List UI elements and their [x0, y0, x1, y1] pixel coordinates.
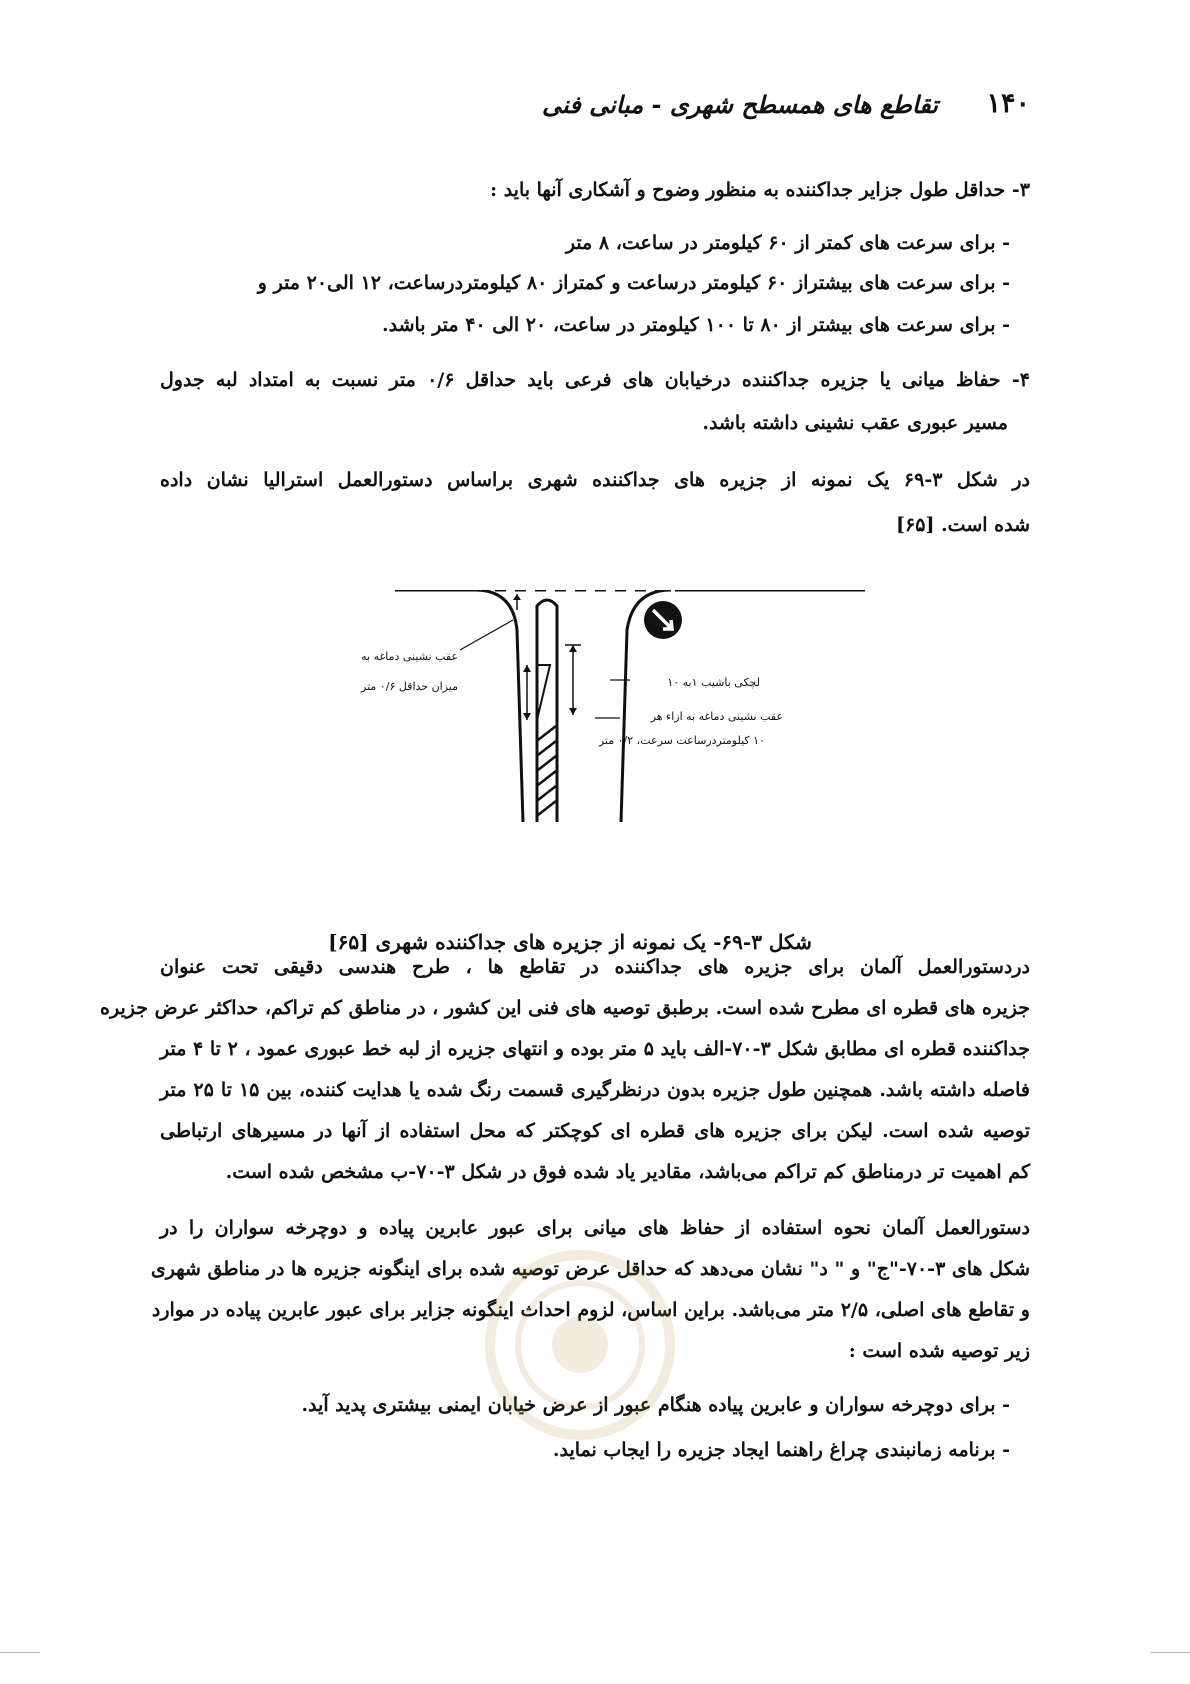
page-header [130, 88, 1030, 128]
section3-bullet: - برای سرعت های بیشتراز ۶۰ کیلومتر درساعت و کمتراز ۸۰ کیلومتردرساعت، ۱۲ الی۲۰ متر و [257, 272, 1010, 294]
splitter-island-figure [361, 590, 865, 900]
watermark-seal-icon [480, 1245, 680, 1445]
para1-line: جزیره های قطره ای مطرح شده است. برطبق توصیه های فنی این کشور ، در مناطق کم تراکم، حداکثر عرض جزیره [100, 997, 1030, 1019]
para2-line: شکل های ۳-۷۰-"ج" و " د" نشان می‌دهد که حداقل عرض توصیه شده برای اینگونه جزیره ها در مناطق شهری [150, 1258, 1030, 1280]
para1-line: توصیه شده است. لیکن برای جزیره های قطره ای کوچکتر که محل استفاده از آنها در مسیرهای ارتباطی [160, 1120, 1030, 1142]
figure-note-setback-2: میزان حداقل ۰/۶ متر [361, 680, 458, 693]
para1-line: دردستورالعمل آلمان برای جزیره های جداکننده در تقاطع ها ، طرح هندسی دقیقی تحت عنوان [160, 956, 1030, 978]
section4-line: ۴- حفاظ میانی یا جزیره جداکننده درخیابان های فرعی باید حداقل ۰/۶ متر نسبت به امتداد لبه جدول [160, 369, 1030, 391]
crop-mark [0, 1652, 40, 1653]
page-number: ۱۴۰ [986, 88, 1030, 119]
figure-note-setback-1: عقب نشینی دماغه به [361, 650, 458, 663]
figure-note-slope: لچکی باشیب ۱به ۱۰ [667, 676, 760, 689]
para2-bullet: - برای دوچرخه سواران و عابرین پیاده هنگام عبور از عرض خیابان ایمنی بیشتری پدید آید. [301, 1394, 1010, 1416]
running-title: تقاطع های همسطح شهری - مبانی فنی [542, 90, 938, 119]
intro-line: شده است. [۶۵] [896, 514, 1030, 536]
para2-line: دستورالعمل آلمان نحوه استفاده از حفاظ های میانی برای عبور عابرین پیاده و دوچرخه سواران را در [160, 1217, 1030, 1239]
section3-heading: ۳- حداقل طول جزایر جداکننده به منظور وضوح و آشکاری آنها باید : [490, 179, 1030, 201]
figure-note-per-2: ۱۰ کیلومتردرساعت سرعت، ۰/۲ متر [598, 734, 765, 747]
section3-bullet: - برای سرعت های بیشتر از ۸۰ تا ۱۰۰ کیلومتر در ساعت، ۲۰ الی ۴۰ متر باشد. [382, 314, 1010, 336]
intro-line: در شکل ۳-۶۹ یک نمونه از جزیره های جداکننده شهری براساس دستورالعمل استرالیا نشان داده [160, 469, 1030, 491]
para1-line: کم اهمیت تر درمناطق کم تراکم می‌باشد، مقادیر یاد شده فوق در شکل ۳-۷۰-ب مشخص شده است. [225, 1161, 1030, 1183]
para2-bullet: - برنامه زمانبندی چراغ راهنما ایجاد جزیره را ایجاب نماید. [552, 1439, 1010, 1461]
figure-note-per-1: عقب نشینی دماغه به ازاء هر [650, 710, 783, 723]
section3-bullet: - برای سرعت های کمتر از ۶۰ کیلومتر در ساعت، ۸ متر [565, 232, 1010, 254]
para2-line: و تقاطع های اصلی، ۲/۵ متر می‌باشد. براین اساس، لزوم احداث اینگونه جزایر برای عبور عابرین پیاده در موارد [151, 1299, 1030, 1321]
para1-line: فاصله داشته باشد. همچنین طول جزیره بدون درنظرگیری قسمت رنگ شده یا هدایت کننده، بین ۱۵ تا ۲۵ متر [160, 1079, 1030, 1101]
para2-line: زیر توصیه شده است : [848, 1340, 1030, 1362]
para1-line: جداکننده قطره ای مطابق شکل ۳-۷۰-الف باید ۵ متر بوده و انتهای جزیره از لبه خط عبوری عمود ، ۲ تا ۴ متر [160, 1038, 1030, 1060]
crop-mark [1150, 1652, 1190, 1653]
section4-line: مسیر عبوری عقب نشینی داشته باشد. [702, 412, 1008, 434]
figure-caption: شکل ۳-۶۹- یک نمونه از جزیره های جداکننده شهری [۶۵] [328, 930, 812, 954]
